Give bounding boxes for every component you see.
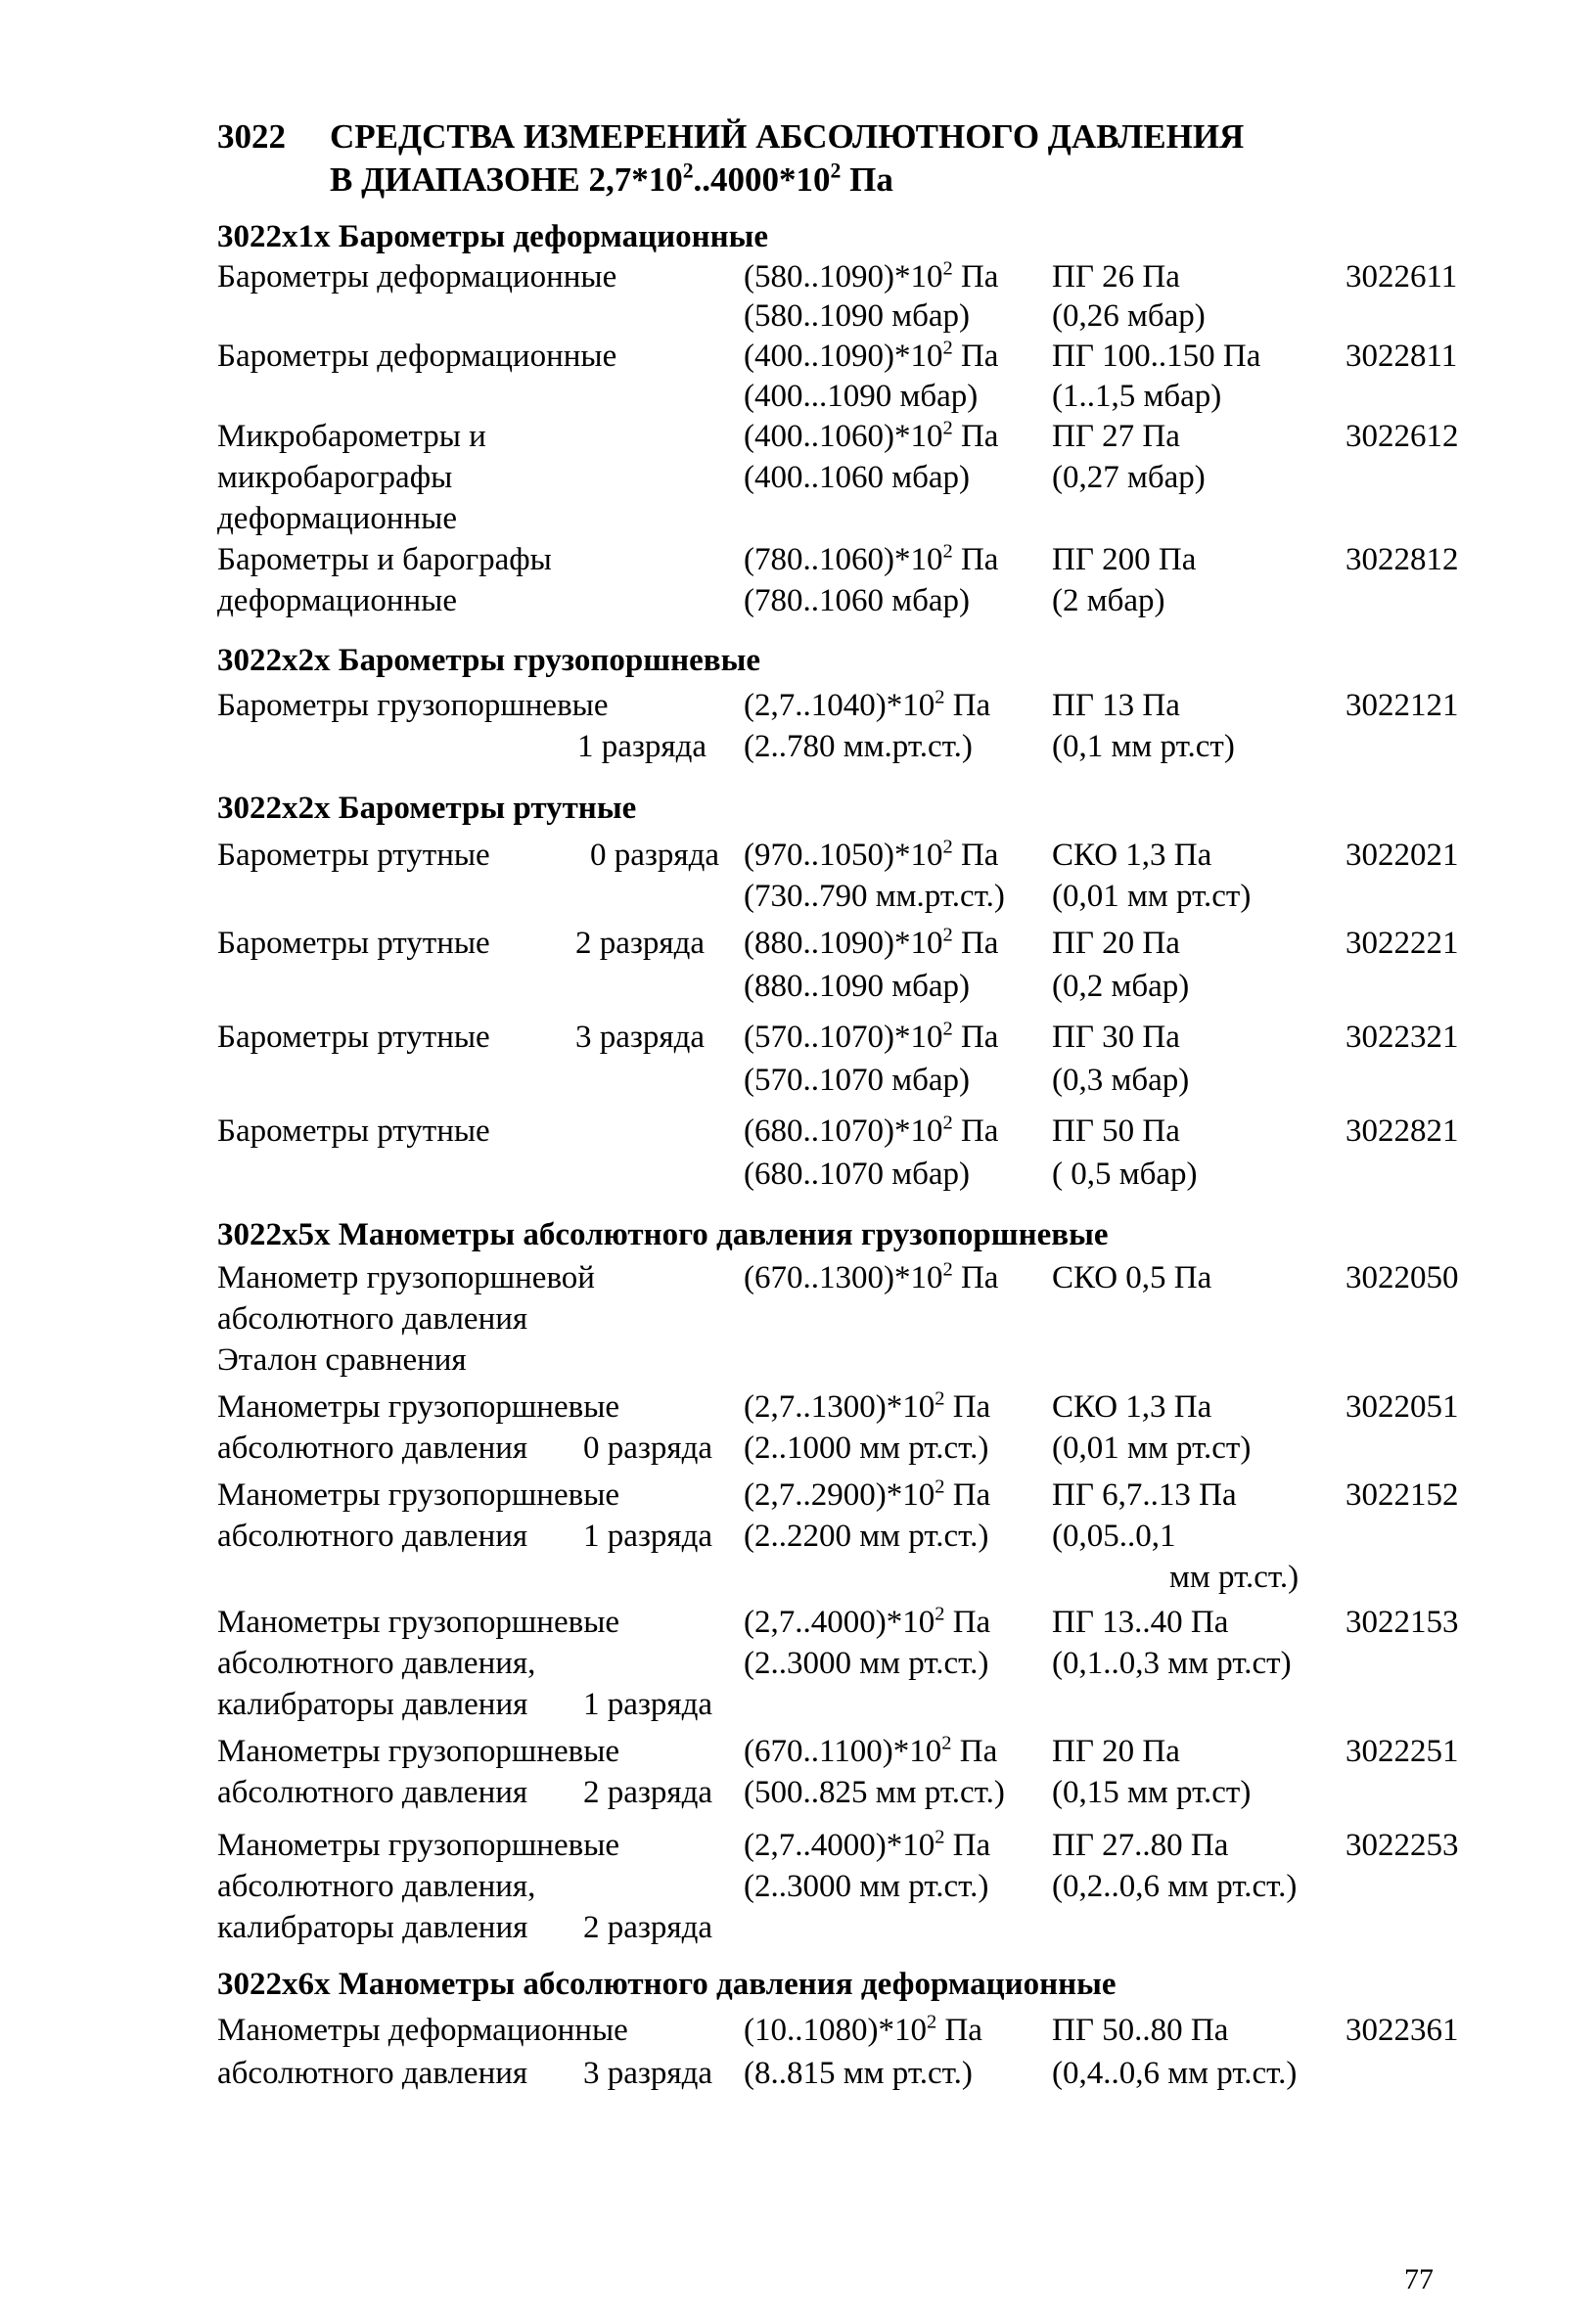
device-name: Барометры деформационные	[217, 259, 617, 295]
grade-label: 2 разряда	[575, 926, 706, 961]
device-name-line: абсолютного давления,	[217, 1869, 536, 1904]
row-code: 3022811	[1345, 339, 1458, 374]
measurement-range: $(2,7..1300)*10^2$ Па	[744, 1387, 991, 1425]
measurement-range: $(400..1090)*10^2$ Па	[744, 337, 999, 374]
measurement-range: $(2,7..4000)*10^2$ Па	[744, 1826, 991, 1863]
error-value: ПГ 20 Па	[1052, 1734, 1180, 1769]
device-name: Барометры деформационные	[217, 339, 617, 374]
error-value-alt: (0,1 мм рт.ст)	[1052, 729, 1235, 764]
measurement-range: $(570..1070)*10^2$ Па	[744, 1018, 999, 1055]
device-name-line: Эталон сравнения	[217, 1342, 467, 1378]
grade-label: 0 разряда	[590, 838, 720, 873]
device-name: Микробарометры и	[217, 419, 486, 454]
row-code: 3022321	[1345, 1020, 1459, 1055]
error-value: ПГ 30 Па	[1052, 1020, 1180, 1055]
measurement-range: $(970..1050)*10^2$ Па	[744, 836, 999, 873]
measurement-range: $(400..1060)*10^2$ Па	[744, 417, 999, 454]
error-value: ПГ 200 Па	[1052, 542, 1197, 577]
error-value-alt: (0,2..0,6 мм рт.ст.)	[1052, 1869, 1298, 1904]
row-code: 3022050	[1345, 1260, 1459, 1295]
device-name-line: деформационные	[217, 501, 457, 536]
error-value-alt: (1..1,5 мбар)	[1052, 379, 1222, 414]
device-name: Манометры грузопоршневые	[217, 1389, 620, 1425]
device-name: Манометры грузопоршневые	[217, 1828, 620, 1863]
measurement-range: $(580..1090)*10^2$ Па	[744, 257, 999, 295]
device-name: Манометры деформационные	[217, 2013, 628, 2048]
grade-label: 0 разряда	[583, 1430, 713, 1466]
device-name: Барометры ртутные	[217, 838, 490, 873]
measurement-range-alt: (570..1070 мбар)	[744, 1063, 971, 1098]
error-value: СКО 1,3 Па	[1052, 1389, 1212, 1425]
device-name: Барометры ртутные	[217, 1020, 490, 1055]
row-code: 3022051	[1345, 1389, 1459, 1425]
grade-label: 2 разряда	[583, 1775, 713, 1810]
measurement-range-alt: (580..1090 мбар)	[744, 298, 971, 334]
measurement-range: $(780..1060)*10^2$ Па	[744, 540, 999, 577]
grade-label: 1 разряда	[583, 1687, 713, 1722]
measurement-range-alt: (400..1060 мбар)	[744, 460, 971, 495]
error-value: ПГ 26 Па	[1052, 259, 1180, 295]
row-code: 3022221	[1345, 926, 1459, 961]
error-value: СКО 0,5 Па	[1052, 1260, 1212, 1295]
measurement-range-alt: (2..2200 мм рт.ст.)	[744, 1519, 989, 1554]
device-name-line: абсолютного давления	[217, 1775, 528, 1810]
error-value-alt: (0,01 мм рт.ст)	[1052, 1430, 1252, 1466]
device-name-line: абсолютного давления,	[217, 1646, 536, 1681]
error-value-alt: (0,4..0,6 мм рт.ст.)	[1052, 2056, 1298, 2091]
measurement-range-alt: (2..780 мм.рт.ст.)	[744, 729, 973, 764]
error-value: СКО 1,3 Па	[1052, 838, 1212, 873]
error-value-alt: (0,05..0,1	[1052, 1519, 1176, 1554]
heading-number: 3022	[217, 117, 286, 156]
measurement-range: $(2,7..2900)*10^2$ Па	[744, 1476, 991, 1513]
error-value: ПГ 13..40 Па	[1052, 1605, 1229, 1640]
error-value: ПГ 100..150 Па	[1052, 339, 1261, 374]
heading-line-1: СРЕДСТВА ИЗМЕРЕНИЙ АБСОЛЮТНОГО ДАВЛЕНИЯ	[330, 117, 1245, 156]
row-code: 3022821	[1345, 1113, 1459, 1149]
error-value: ПГ 13 Па	[1052, 688, 1180, 723]
device-name: Барометры и барографы	[217, 542, 552, 577]
row-code: 3022812	[1345, 542, 1459, 577]
measurement-range: $(2,7..1040)*10^2$ Па	[744, 686, 991, 723]
row-code: 3022121	[1345, 688, 1459, 723]
measurement-range: $(880..1090)*10^2$ Па	[744, 924, 999, 961]
measurement-range-alt: (780..1060 мбар)	[744, 583, 971, 618]
measurement-range: $(680..1070)*10^2$ Па	[744, 1112, 999, 1149]
row-code: 3022021	[1345, 838, 1459, 873]
measurement-range-alt: (730..790 мм.рт.ст.)	[744, 879, 1005, 914]
page-number: 77	[1404, 2263, 1434, 2295]
measurement-range-alt: (2..3000 мм рт.ст.)	[744, 1869, 989, 1904]
row-code: 3022153	[1345, 1605, 1459, 1640]
section-title: 3022x2x Барометры грузопоршневые	[217, 643, 760, 678]
error-value-alt: (0,1..0,3 мм рт.ст)	[1052, 1646, 1292, 1681]
row-code: 3022253	[1345, 1828, 1459, 1863]
measurement-range-alt: (500..825 мм рт.ст.)	[744, 1775, 1005, 1810]
error-value-alt: (0,15 мм рт.ст)	[1052, 1775, 1252, 1810]
row-code: 3022612	[1345, 419, 1459, 454]
device-name: Барометры ртутные	[217, 1113, 490, 1149]
measurement-range-alt: (2..1000 мм рт.ст.)	[744, 1430, 989, 1466]
error-value-alt: (0,26 мбар)	[1052, 298, 1206, 334]
section-title: 3022x1x Барометры деформационные	[217, 219, 769, 254]
row-code: 3022611	[1345, 259, 1458, 295]
section-title: 3022x5x Манометры абсолютного давления грузопоршневые	[217, 1217, 1109, 1252]
measurement-range-alt: (8..815 мм рт.ст.)	[744, 2056, 973, 2091]
error-value-alt: (0,2 мбар)	[1052, 969, 1190, 1004]
measurement-range-alt: (400...1090 мбар)	[744, 379, 979, 414]
device-name-line: абсолютного давления	[217, 1430, 528, 1466]
error-value: ПГ 20 Па	[1052, 926, 1180, 961]
device-name: Манометры грузопоршневые	[217, 1605, 620, 1640]
device-name-line: калибраторы давления	[217, 1910, 528, 1945]
error-value: ПГ 27..80 Па	[1052, 1828, 1229, 1863]
grade-label: 1 разряда	[583, 1519, 713, 1554]
measurement-range: $(10..1080)*10^2$ Па	[744, 2011, 982, 2048]
device-name-line: калибраторы давления	[217, 1687, 528, 1722]
error-value-alt: (0,01 мм рт.ст)	[1052, 879, 1252, 914]
grade-label: 1 разряда	[577, 729, 707, 764]
device-name-line: абсолютного давления	[217, 1301, 528, 1337]
grade-label: 3 разряда	[583, 2056, 713, 2091]
measurement-range-alt: (2..3000 мм рт.ст.)	[744, 1646, 989, 1681]
section-title: 3022x6x Манометры абсолютного давления деформационные	[217, 1967, 1117, 2002]
device-name-line: микробарографы	[217, 460, 453, 495]
grade-label: 3 разряда	[575, 1020, 706, 1055]
measurement-range: $(670..1100)*10^2$ Па	[744, 1732, 998, 1769]
device-name: Барометры грузопоршневые	[217, 688, 609, 723]
error-value-alt: (2 мбар)	[1052, 583, 1165, 618]
error-value: ПГ 50..80 Па	[1052, 2013, 1229, 2048]
heading-line-2: В ДИАПАЗОНЕ $2,7*10^2..4000*10^2$ Па	[330, 159, 893, 199]
measurement-range-alt: (880..1090 мбар)	[744, 969, 971, 1004]
error-value-alt: ( 0,5 мбар)	[1052, 1157, 1198, 1192]
error-value: ПГ 27 Па	[1052, 419, 1180, 454]
error-value-alt-cont: мм рт.ст.)	[1169, 1560, 1300, 1595]
error-value-alt: (0,27 мбар)	[1052, 460, 1206, 495]
section-title: 3022x2x Барометры ртутные	[217, 791, 637, 826]
row-code: 3022152	[1345, 1477, 1459, 1513]
device-name: Манометр грузопоршневой	[217, 1260, 595, 1295]
device-name: Барометры ртутные	[217, 926, 490, 961]
measurement-range: $(2,7..4000)*10^2$ Па	[744, 1603, 991, 1640]
device-name: Манометры грузопоршневые	[217, 1477, 620, 1513]
error-value: ПГ 6,7..13 Па	[1052, 1477, 1237, 1513]
grade-label: 2 разряда	[583, 1910, 713, 1945]
device-name-line: абсолютного давления	[217, 1519, 528, 1554]
error-value-alt: (0,3 мбар)	[1052, 1063, 1190, 1098]
measurement-range: $(670..1300)*10^2$ Па	[744, 1258, 999, 1295]
row-code: 3022361	[1345, 2013, 1459, 2048]
error-value: ПГ 50 Па	[1052, 1113, 1180, 1149]
measurement-range-alt: (680..1070 мбар)	[744, 1157, 971, 1192]
device-name-line: деформационные	[217, 583, 457, 618]
row-code: 3022251	[1345, 1734, 1459, 1769]
device-name: Манометры грузопоршневые	[217, 1734, 620, 1769]
device-name-line: абсолютного давления	[217, 2056, 528, 2091]
